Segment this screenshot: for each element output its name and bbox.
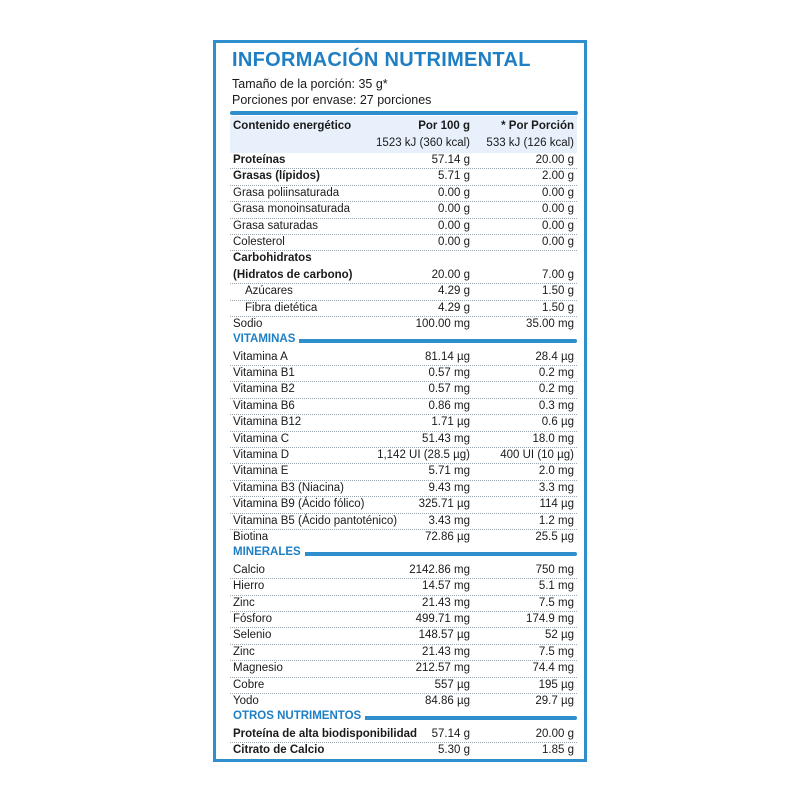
nutrient-name: Yodo xyxy=(233,694,259,707)
nutrient-name: Vitamina B12 xyxy=(233,416,302,429)
value-per-portion: 174.9 mg xyxy=(526,612,574,625)
nutrient-row xyxy=(230,530,577,546)
nutrient-name: Vitamina E xyxy=(233,465,289,478)
nutrient-name: Fibra dietética xyxy=(245,301,318,314)
value-per-portion: 20.00 g xyxy=(535,154,574,166)
value-per-portion: 25.5 µg xyxy=(535,530,574,543)
energy-box xyxy=(230,116,577,153)
nutrient-name: Grasa poliinsaturada xyxy=(233,186,340,199)
value-per-portion: 5.1 mg xyxy=(538,580,574,593)
nutrient-name: Zinc xyxy=(233,645,255,658)
value-per-portion: 0.2 mg xyxy=(538,383,574,396)
nutrient-row xyxy=(230,612,577,628)
nutrient-name: Grasa saturadas xyxy=(233,219,319,232)
nutrient-row xyxy=(230,563,577,579)
section-title: VITAMINAS xyxy=(233,333,299,345)
value-per-portion: 7.00 g xyxy=(542,268,574,281)
value-per-100g: 148.57 µg xyxy=(418,629,470,642)
nutrient-name: Vitamina D xyxy=(233,449,290,462)
nutrient-name: Biotina xyxy=(233,530,269,543)
value-per-portion: 74.4 mg xyxy=(532,662,574,675)
header-divider xyxy=(230,111,578,115)
value-per-100g: 57.14 g xyxy=(431,154,470,166)
nutrient-name: Vitamina B9 (Ácido fólico) xyxy=(233,498,365,511)
value-per-portion: 7.5 mg xyxy=(538,645,574,658)
value-per-100g: 81.14 µg xyxy=(425,350,470,363)
column-header-100g: Por 100 g xyxy=(418,120,470,132)
value-per-100g: 0.57 mg xyxy=(428,367,470,380)
value-per-100g: 557 µg xyxy=(434,678,470,691)
nutrient-name: Vitamina B3 (Niacina) xyxy=(233,481,345,494)
nutrient-name: Sodio xyxy=(233,317,263,330)
value-per-portion: 35.00 mg xyxy=(526,317,574,330)
nutrient-row xyxy=(230,464,577,480)
nutrient-row xyxy=(230,481,577,497)
nutrient-row xyxy=(230,284,577,300)
value-per-portion: 0.00 g xyxy=(542,219,574,232)
nutrient-name: Selenio xyxy=(233,629,272,642)
value-per-100g: 4.29 g xyxy=(438,301,470,314)
nutrient-row xyxy=(230,235,577,251)
nutrient-name: Citrato de Calcio xyxy=(233,744,325,757)
nutrient-row xyxy=(230,628,577,644)
nutrient-row xyxy=(230,202,577,218)
value-per-portion: 750 mg xyxy=(535,563,574,576)
value-per-portion: 0.00 g xyxy=(542,186,574,199)
panel-title: INFORMACIÓN NUTRIMENTAL xyxy=(232,49,531,71)
value-per-100g: 0.00 g xyxy=(438,203,470,216)
nutrient-name: Azúcares xyxy=(245,285,293,298)
nutrient-name: (Hidratos de carbono) xyxy=(233,268,353,281)
nutrient-row xyxy=(230,415,577,431)
nutrient-row xyxy=(230,399,577,415)
value-per-100g: 57.14 g xyxy=(431,727,470,740)
value-per-portion: 52 µg xyxy=(544,629,574,642)
column-header-portion: * Por Porción xyxy=(501,120,574,132)
value-per-100g: 0.00 g xyxy=(438,235,470,248)
nutrient-rows xyxy=(230,153,577,759)
section-header xyxy=(230,333,577,349)
section-title: MINERALES xyxy=(233,546,305,558)
value-per-portion: 18.0 mg xyxy=(532,432,574,445)
nutrient-name: Grasa monoinsaturada xyxy=(233,203,350,216)
value-per-100g: 0.86 mg xyxy=(428,399,470,412)
value-per-100g: 5.71 g xyxy=(438,170,470,183)
nutrient-row xyxy=(230,448,577,464)
value-per-100g: 5.71 mg xyxy=(428,465,470,478)
serving-size: Tamaño de la porción: 35 g* xyxy=(232,77,388,91)
value-per-100g: 499.71 mg xyxy=(415,612,470,625)
nutrient-row xyxy=(230,317,577,333)
nutrient-name: Calcio xyxy=(233,563,265,576)
value-per-portion: 1.50 g xyxy=(542,301,574,314)
value-per-portion: 114 µg xyxy=(539,498,574,511)
value-per-100g: 0.00 g xyxy=(438,219,470,232)
nutrient-name: Carbohidratos xyxy=(233,252,312,265)
nutrient-row xyxy=(230,251,577,267)
nutrient-row xyxy=(230,661,577,677)
value-per-portion: 0.00 g xyxy=(542,235,574,248)
nutrient-name: Colesterol xyxy=(233,235,285,248)
value-per-portion: 0.6 µg xyxy=(541,416,574,429)
nutrient-name: Grasas (lípidos) xyxy=(233,170,320,183)
nutrient-name: Hierro xyxy=(233,580,265,593)
value-per-portion: 1.2 mg xyxy=(538,514,574,527)
value-per-portion: 7.5 mg xyxy=(538,596,574,609)
nutrient-row xyxy=(230,382,577,398)
value-per-100g: 9.43 mg xyxy=(428,481,470,494)
value-per-portion: 2.0 mg xyxy=(538,465,574,478)
value-per-portion: 3.3 mg xyxy=(538,481,574,494)
nutrient-name: Proteínas xyxy=(233,154,286,166)
value-per-100g: 51.43 mg xyxy=(422,432,470,445)
value-per-portion: 400 UI (10 µg) xyxy=(500,449,574,462)
nutrient-row xyxy=(230,350,577,366)
nutrient-row xyxy=(230,645,577,661)
nutrient-row xyxy=(230,301,577,317)
section-header xyxy=(230,546,577,562)
nutrient-name: Vitamina B6 xyxy=(233,399,295,412)
value-per-100g: 21.43 mg xyxy=(422,645,470,658)
value-per-100g: 84.86 µg xyxy=(425,694,470,707)
energy-value-100g: 1523 kJ (360 kcal) xyxy=(376,137,470,149)
value-per-100g: 100.00 mg xyxy=(415,317,470,330)
section-header xyxy=(230,710,577,726)
nutrient-name: Proteína de alta biodisponibilidad xyxy=(233,727,418,740)
nutrition-facts-panel xyxy=(213,40,587,762)
nutrient-name: Cobre xyxy=(233,678,265,691)
value-per-100g: 212.57 mg xyxy=(415,662,470,675)
value-per-100g: 72.86 µg xyxy=(425,530,470,543)
value-per-portion: 0.00 g xyxy=(542,203,574,216)
nutrient-row xyxy=(230,579,577,595)
value-per-portion: 29.7 µg xyxy=(535,694,574,707)
nutrient-row xyxy=(230,432,577,448)
value-per-portion: 195 µg xyxy=(538,678,574,691)
value-per-portion: 1.85 g xyxy=(542,744,574,757)
nutrient-name: Fósforo xyxy=(233,612,272,625)
value-per-100g: 325.71 µg xyxy=(418,498,470,511)
nutrient-name: Zinc xyxy=(233,596,255,609)
nutrient-row xyxy=(230,153,577,169)
nutrient-row xyxy=(230,727,577,743)
nutrient-row xyxy=(230,169,577,185)
value-per-portion: 0.3 mg xyxy=(538,399,574,412)
value-per-100g: 5.30 g xyxy=(438,744,470,757)
nutrient-name: Vitamina B1 xyxy=(233,367,295,380)
nutrient-row xyxy=(230,366,577,382)
energy-label: Contenido energético xyxy=(233,120,352,132)
value-per-100g: 1,142 UI (28.5 µg) xyxy=(377,449,470,462)
value-per-100g: 14.57 mg xyxy=(422,580,470,593)
nutrient-row xyxy=(230,497,577,513)
nutrient-row xyxy=(230,514,577,530)
nutrient-name: Vitamina B5 (Ácido pantoténico) xyxy=(233,514,398,527)
nutrient-row xyxy=(230,596,577,612)
nutrient-row xyxy=(230,743,577,759)
servings-per-container: Porciones por envase: 27 porciones xyxy=(232,93,432,107)
value-per-portion: 2.00 g xyxy=(542,170,574,183)
section-title: OTROS NUTRIMENTOS xyxy=(233,710,365,722)
value-per-portion: 20.00 g xyxy=(535,727,574,740)
nutrient-name: Vitamina B2 xyxy=(233,383,295,396)
value-per-100g: 4.29 g xyxy=(438,285,470,298)
value-per-100g: 0.57 mg xyxy=(428,383,470,396)
nutrient-row xyxy=(230,186,577,202)
value-per-portion: 1.50 g xyxy=(542,285,574,298)
value-per-100g: 0.00 g xyxy=(438,186,470,199)
value-per-100g: 2142.86 mg xyxy=(409,563,470,576)
nutrient-row xyxy=(230,694,577,710)
nutrient-name: Vitamina C xyxy=(233,432,290,445)
energy-value-portion: 533 kJ (126 kcal) xyxy=(486,137,574,149)
value-per-100g: 3.43 mg xyxy=(428,514,470,527)
nutrient-row xyxy=(230,678,577,694)
nutrient-row xyxy=(230,268,577,284)
value-per-100g: 20.00 g xyxy=(431,268,470,281)
nutrient-name: Vitamina A xyxy=(233,350,288,363)
nutrient-row xyxy=(230,219,577,235)
value-per-portion: 28.4 µg xyxy=(535,350,574,363)
value-per-100g: 1.71 µg xyxy=(431,416,470,429)
nutrient-name: Magnesio xyxy=(233,662,283,675)
value-per-100g: 21.43 mg xyxy=(422,596,470,609)
value-per-portion: 0.2 mg xyxy=(538,367,574,380)
